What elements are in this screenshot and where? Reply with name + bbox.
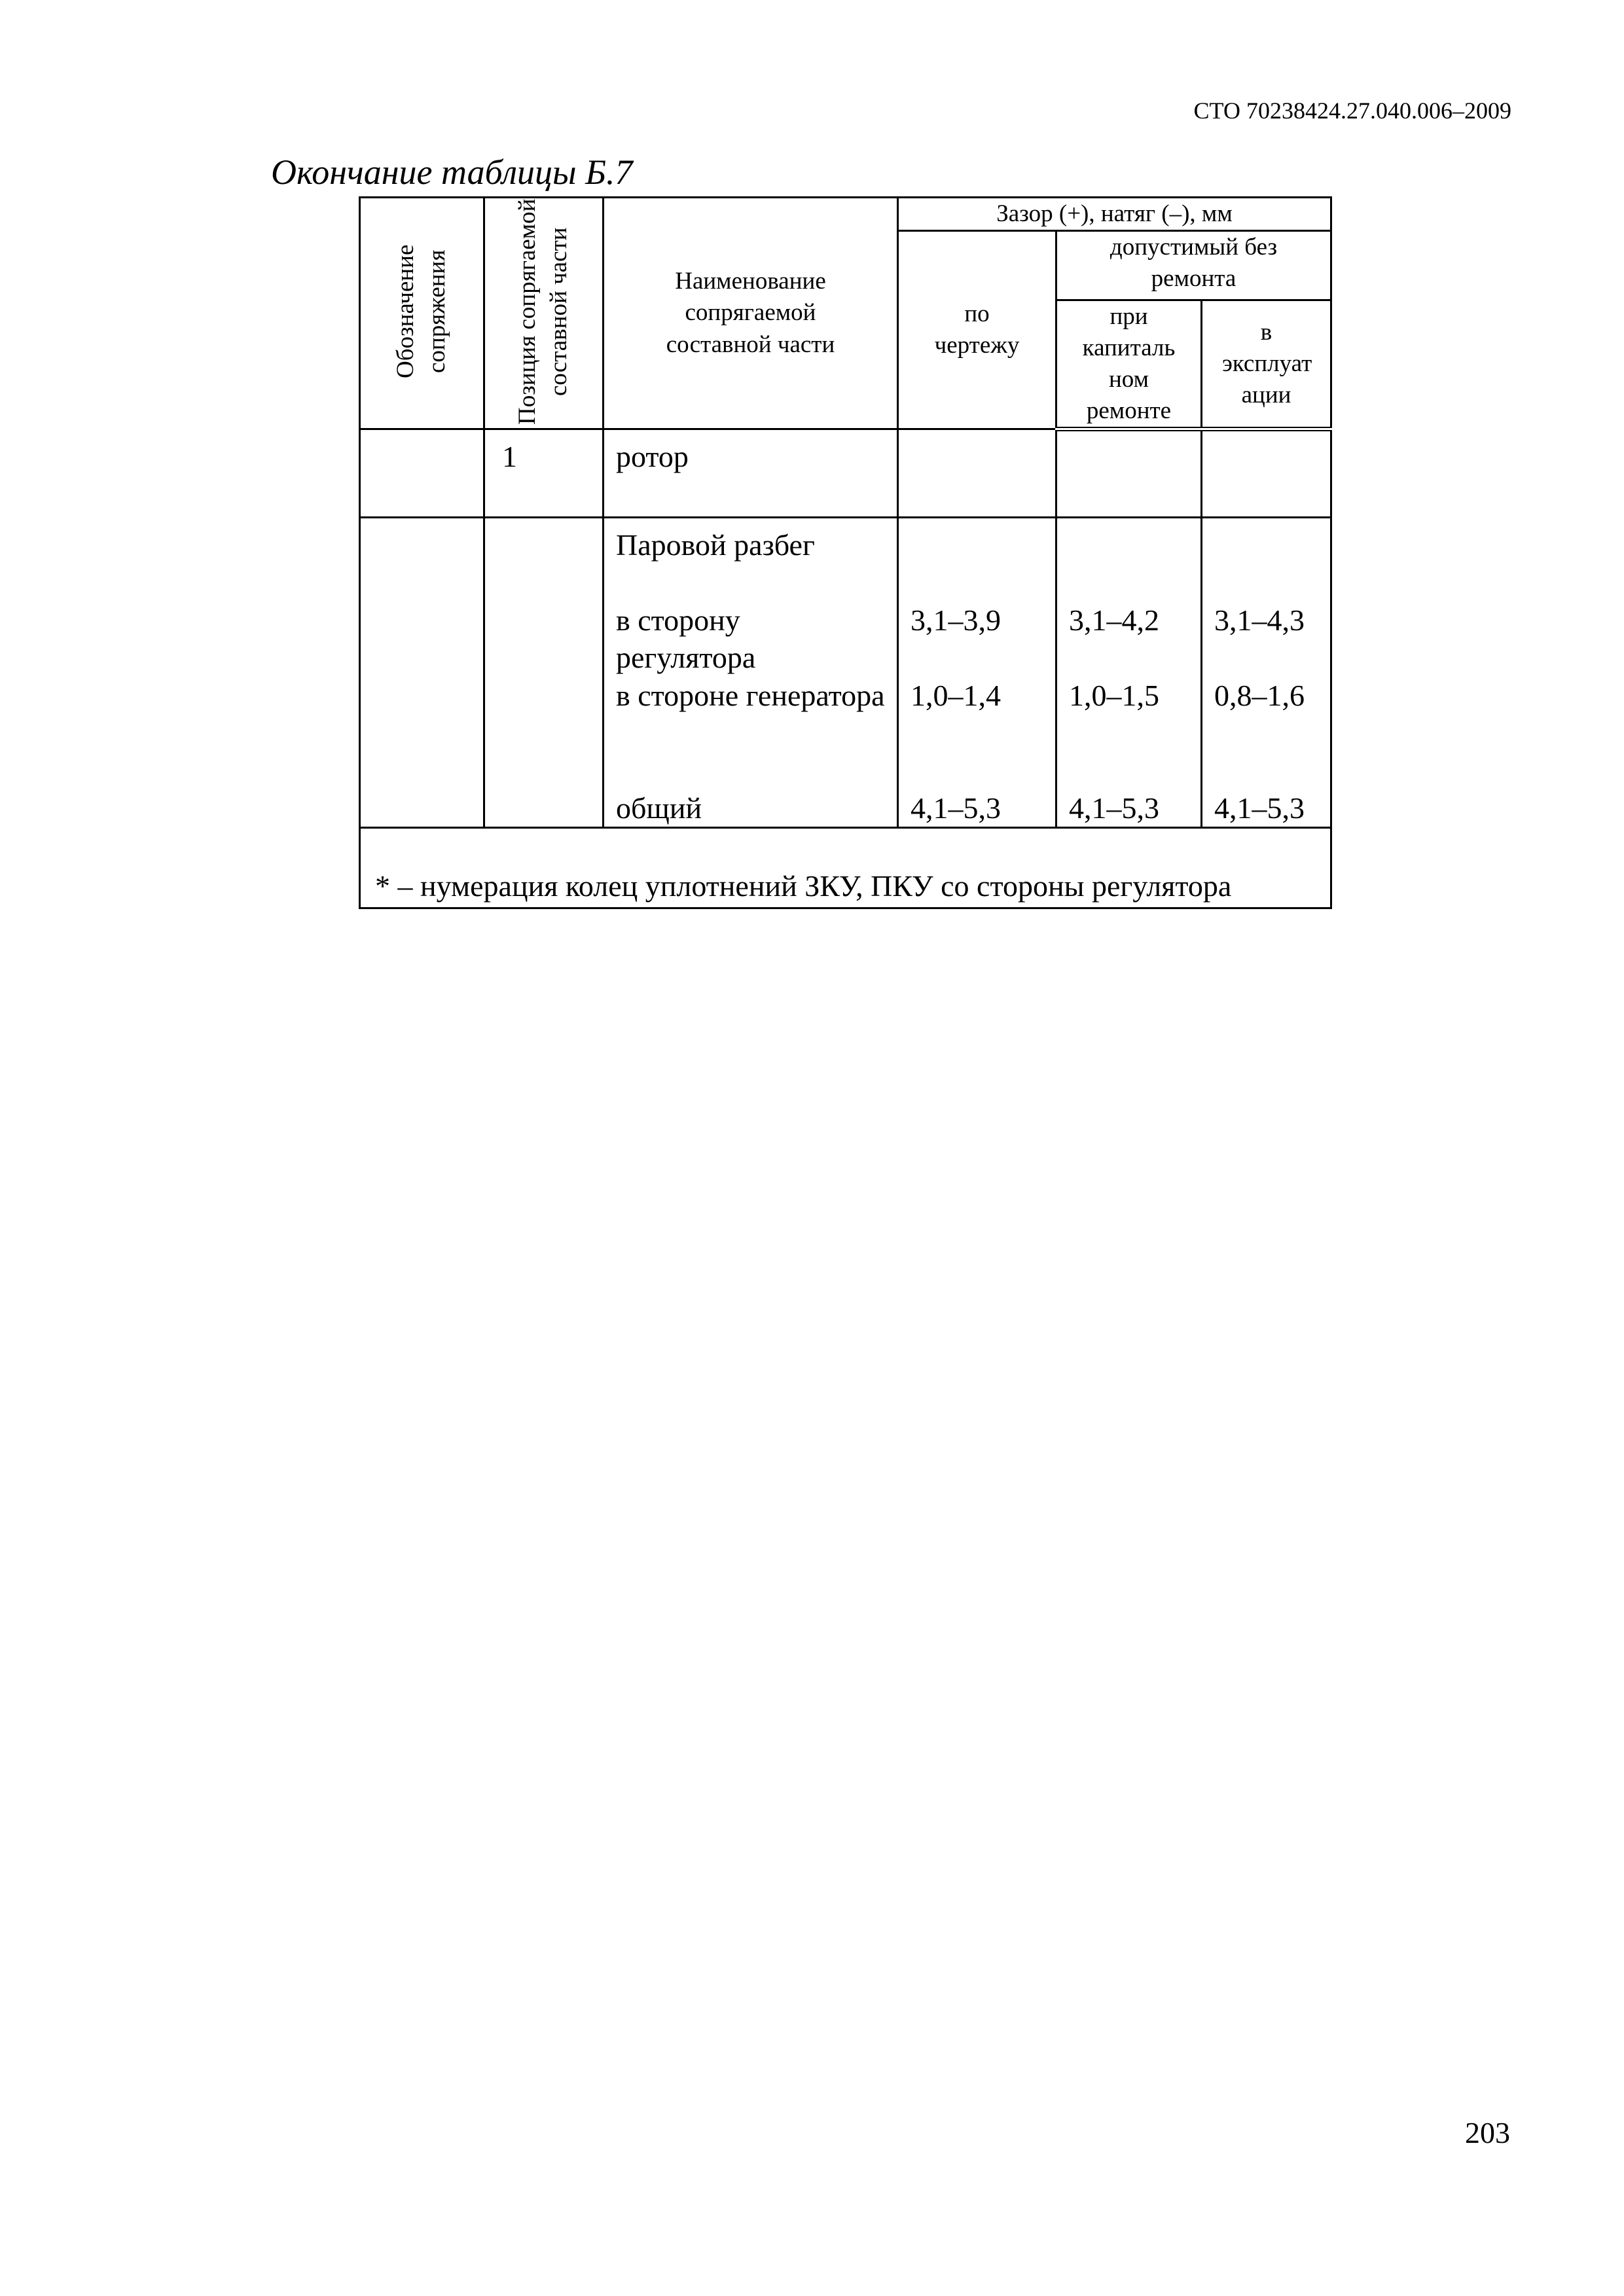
value-operation: 4,1–5,3 bbox=[1214, 791, 1305, 825]
header-by-drawing: по чертежу bbox=[898, 231, 1056, 429]
cell-by-drawing bbox=[898, 518, 1056, 828]
value-operation: 0,8–1,6 bbox=[1214, 678, 1305, 712]
table-caption: Окончание таблицы Б.7 bbox=[271, 152, 633, 192]
header-clearance-group: Зазор (+), натяг (–), мм bbox=[898, 198, 1331, 231]
value-capital: 1,0–1,5 bbox=[1069, 678, 1159, 712]
table-footnote: * – нумерация колец уплотнений ЗКУ, ПКУ со стороны регулятора bbox=[360, 828, 1331, 908]
cell-part-name bbox=[604, 518, 898, 828]
header-designation: Обозначение сопряжения bbox=[360, 198, 484, 429]
value-drawing: 3,1–3,9 bbox=[911, 603, 1001, 637]
header-operation: в эксплуат ации bbox=[1202, 300, 1331, 429]
cell-position bbox=[484, 518, 604, 828]
value-drawing: 4,1–5,3 bbox=[911, 791, 1001, 825]
header-part-name: Наименование сопрягаемой составной части bbox=[604, 198, 898, 429]
item-name: в стороне генератора bbox=[616, 678, 885, 712]
table-row bbox=[360, 518, 1331, 828]
cell-capital-repair bbox=[1056, 518, 1202, 828]
header-allowed-without-repair: допустимый без ремонта bbox=[1056, 231, 1331, 300]
cell-position: 1 bbox=[484, 429, 604, 518]
spec-table bbox=[359, 196, 1332, 909]
header-capital-repair: при капиталь ном ремонте bbox=[1056, 300, 1202, 429]
value-capital: 4,1–5,3 bbox=[1069, 791, 1159, 825]
item-name: общий bbox=[616, 791, 702, 825]
steam-run-title: Паровой разбег bbox=[616, 528, 815, 562]
page-number: 203 bbox=[1465, 2116, 1510, 2149]
cell-empty bbox=[1202, 429, 1331, 518]
item-name: в сторону регулятора bbox=[616, 603, 756, 674]
table-row bbox=[360, 429, 1331, 518]
cell-designation bbox=[360, 518, 484, 828]
cell-empty bbox=[898, 429, 1056, 518]
value-capital: 3,1–4,2 bbox=[1069, 603, 1159, 637]
cell-operation bbox=[1202, 518, 1331, 828]
header-position: Позиция сопрягаемой составной части bbox=[484, 198, 604, 429]
document-code: СТО 70238424.27.040.006–2009 bbox=[1193, 98, 1511, 124]
cell-designation bbox=[360, 429, 484, 518]
cell-empty bbox=[1056, 429, 1202, 518]
table-row bbox=[360, 828, 1331, 908]
value-drawing: 1,0–1,4 bbox=[911, 678, 1001, 712]
cell-part-name: ротор bbox=[604, 429, 898, 518]
value-operation: 3,1–4,3 bbox=[1214, 603, 1305, 637]
